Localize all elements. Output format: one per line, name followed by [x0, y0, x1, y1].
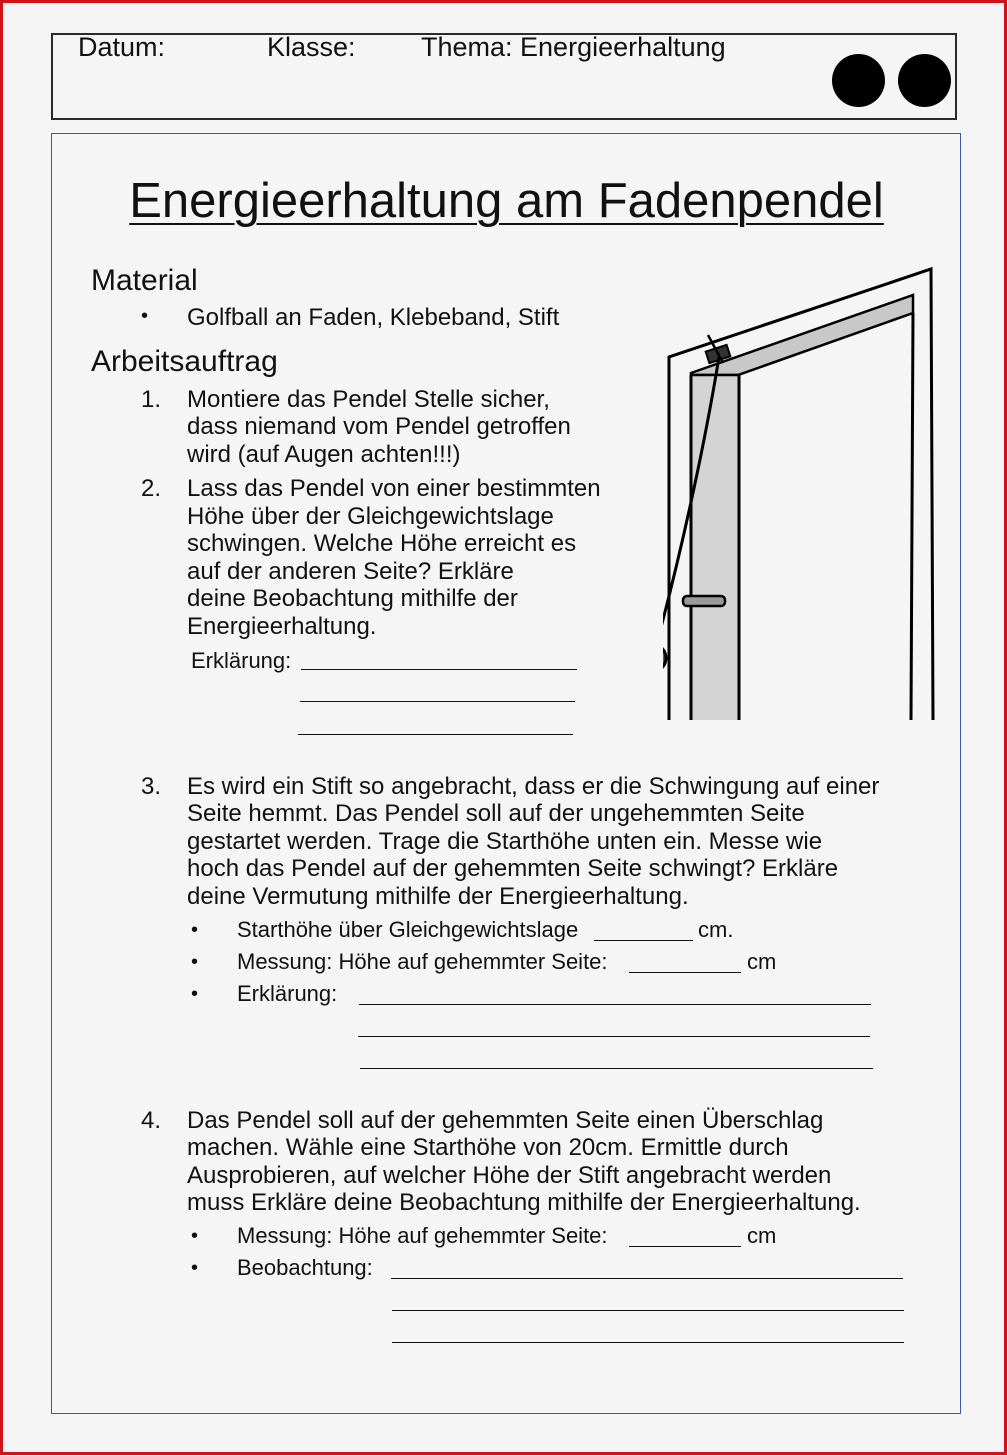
golf-ball-icon: [663, 644, 666, 672]
task-number: 4.: [141, 1107, 162, 1134]
task-3-line: Seite hemmt. Das Pendel soll auf der ungehemmten Seite: [187, 800, 805, 827]
bullet-icon: •: [141, 305, 149, 327]
answer-line[interactable]: [301, 669, 577, 670]
answer-line[interactable]: [360, 1068, 873, 1069]
bullet-icon: •: [191, 919, 199, 941]
task-1-line: Montiere das Pendel Stelle sicher,: [187, 386, 550, 413]
bullet-label: Messung: Höhe auf gehemmter Seite:: [237, 949, 608, 974]
door-lintel: [691, 295, 913, 375]
bullet-icon: •: [191, 1257, 199, 1279]
task-4-line: machen. Wähle eine Starthöhe von 20cm. Ermittle durch: [187, 1134, 789, 1161]
material-item: Golfball an Faden, Klebeband, Stift: [187, 304, 560, 331]
answer-line[interactable]: [358, 1036, 870, 1037]
task-4-line: muss Erkläre deine Beobachtung mithilfe der Energieerhaltung.: [187, 1189, 861, 1216]
answer-line[interactable]: [391, 1278, 903, 1279]
bullet-label: Erklärung:: [237, 981, 338, 1006]
answer-label: Erklärung:: [191, 648, 292, 673]
task-2-line: schwingen. Welche Höhe erreicht es: [187, 530, 577, 557]
unit-label: cm.: [698, 917, 734, 942]
unit-label: cm: [747, 949, 777, 974]
filled-circle-icon: [898, 54, 951, 107]
task-number: 2.: [141, 475, 162, 502]
task-number: 3.: [141, 773, 162, 800]
page-title: Energieerhaltung am Fadenpendel: [129, 174, 884, 228]
bullet-icon: •: [191, 983, 199, 1005]
answer-line[interactable]: [629, 972, 741, 973]
pencil-icon: [683, 596, 725, 606]
task-2-line: Höhe über der Gleichgewichtslage: [187, 503, 554, 530]
task-3-line: deine Vermutung mithilfe der Energieerhaltung.: [187, 883, 689, 910]
answer-line[interactable]: [392, 1342, 904, 1343]
answer-line[interactable]: [359, 1004, 871, 1005]
date-label: Datum:: [78, 32, 166, 62]
answer-line[interactable]: [298, 734, 573, 735]
answer-line[interactable]: [594, 940, 693, 941]
bullet-label: Starthöhe über Gleichgewichtslage: [237, 917, 579, 942]
unit-label: cm: [747, 1223, 777, 1248]
door-frame-post: [691, 375, 739, 720]
task-1-line: wird (auf Augen achten!!!): [187, 441, 461, 468]
bullet-icon: •: [191, 951, 199, 973]
door-pendulum-illustration: [663, 265, 943, 723]
task-3-line: gestartet werden. Trage die Starthöhe unten ein. Messe wie: [187, 828, 823, 855]
task-3-line: hoch das Pendel auf der gehemmten Seite schwingt? Erkläre: [187, 855, 839, 882]
task-2-line: auf der anderen Seite? Erkläre: [187, 558, 514, 585]
task-3-line: Es wird ein Stift so angebracht, dass er die Schwingung auf einer: [187, 773, 880, 800]
task-number: 1.: [141, 386, 162, 413]
answer-line[interactable]: [300, 701, 575, 702]
task-1-line: dass niemand vom Pendel getroffen: [187, 413, 571, 440]
task-2-line: deine Beobachtung mithilfe der: [187, 585, 518, 612]
task-2-line: Lass das Pendel von einer bestimmten: [187, 475, 601, 502]
bullet-label: Messung: Höhe auf gehemmter Seite:: [237, 1223, 608, 1248]
answer-line[interactable]: [629, 1246, 741, 1247]
class-label: Klasse:: [267, 32, 356, 62]
task-4-line: Das Pendel soll auf der gehemmten Seite einen Überschlag: [187, 1107, 824, 1134]
material-heading: Material: [91, 264, 198, 297]
task-4-line: Ausprobieren, auf welcher Höhe der Stift angebracht werden: [187, 1162, 832, 1189]
task-heading: Arbeitsauftrag: [91, 345, 278, 378]
task-2-line: Energieerhaltung.: [187, 613, 377, 640]
answer-line[interactable]: [392, 1310, 904, 1311]
bullet-icon: •: [191, 1225, 199, 1247]
filled-circle-icon: [832, 54, 885, 107]
bullet-label: Beobachtung:: [237, 1255, 373, 1280]
topic-label: Thema: Energieerhaltung: [421, 32, 726, 62]
